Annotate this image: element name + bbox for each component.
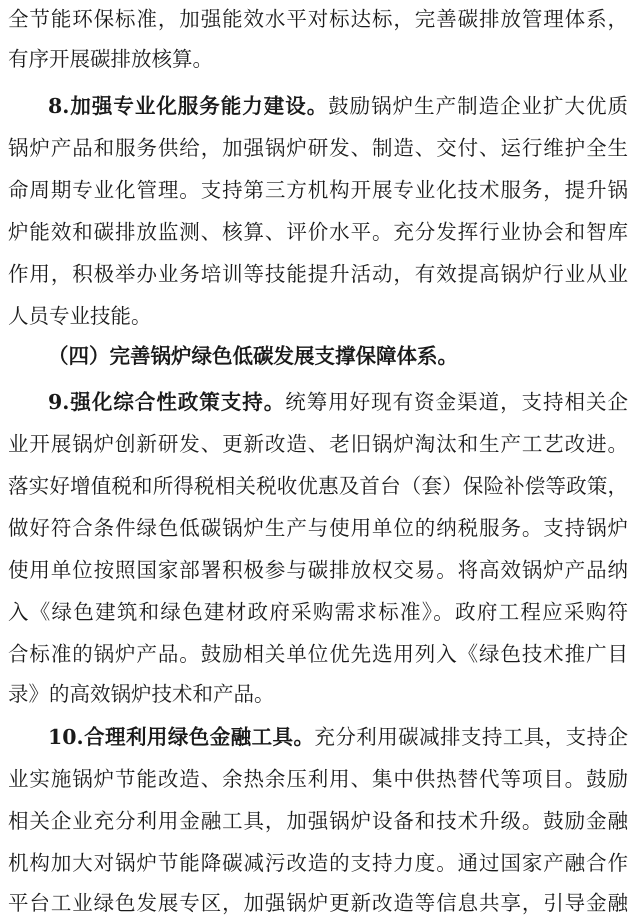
text-line: 炉能效和碳排放监测、核算、评价水平。充分发挥行业协会和智库	[8, 220, 628, 244]
text-line: 业实施锅炉节能改造、余热余压利用、集中供热替代等项目。鼓励	[8, 767, 628, 791]
text-line: 相关企业充分利用金融工具，加强锅炉设备和技术升级。鼓励金融	[8, 809, 628, 833]
text-line: 使用单位按照国家部署积极参与碳排放权交易。将高效锅炉产品纳	[8, 558, 628, 582]
text-line: 机构加大对锅炉节能降碳减污改造的支持力度。通过国家产融合作	[8, 851, 628, 875]
section-4-heading-line	[48, 341, 628, 371]
text-line: 作用，积极举办业务培训等技能提升活动，有效提高锅炉行业从业	[8, 262, 628, 286]
section-8-heading: 8.加强专业化服务能力建设。	[48, 94, 329, 118]
text-line: 有序开展碳排放核算。	[8, 47, 213, 71]
text-line: 业开展锅炉创新研发、更新改造、老旧锅炉淘汰和生产工艺改进。	[8, 432, 628, 456]
text-line: 录》的高效锅炉技术和产品。	[8, 682, 275, 706]
text-line: 做好符合条件绿色低碳锅炉生产与使用单位的纳税服务。支持锅炉	[8, 516, 628, 540]
section-9-heading-line: 9.强化综合性政策支持。统筹用好现有资金渠道，支持相关企	[48, 390, 628, 414]
text-line: 人员专业技能。	[8, 304, 152, 328]
section-10-heading: 10.合理利用绿色金融工具。	[48, 725, 315, 749]
text-line: 入《绿色建筑和绿色建材政府采购需求标准》。政府工程应采购符	[8, 600, 628, 624]
text-line: 命周期专业化管理。支持第三方机构开展专业化技术服务，提升锅	[8, 178, 628, 202]
section-8-heading-line: 8.加强专业化服务能力建设。鼓励锅炉生产制造企业扩大优质	[48, 94, 628, 118]
text-line: 平台工业绿色发展专区，加强锅炉更新改造等信息共享，引导金融	[8, 891, 628, 915]
section-4-heading: （四）完善锅炉绿色低碳发展支撑保障体系。	[48, 344, 458, 368]
section-9-heading: 9.强化综合性政策支持。	[48, 390, 286, 414]
text-line: 落实好增值税和所得税相关税收优惠及首台（套）保险补偿等政策，	[8, 474, 628, 498]
text-line: 全节能环保标准，加强能效水平对标达标，完善碳排放管理体系，	[8, 7, 628, 31]
text-line: 锅炉产品和服务供给，加强锅炉研发、制造、交付、运行维护全生	[8, 136, 628, 160]
text-line: 合标准的锅炉产品。鼓励相关单位优先选用列入《绿色技术推广目	[8, 642, 628, 666]
section-10-heading-line: 10.合理利用绿色金融工具。充分利用碳减排支持工具，支持企	[48, 725, 628, 749]
